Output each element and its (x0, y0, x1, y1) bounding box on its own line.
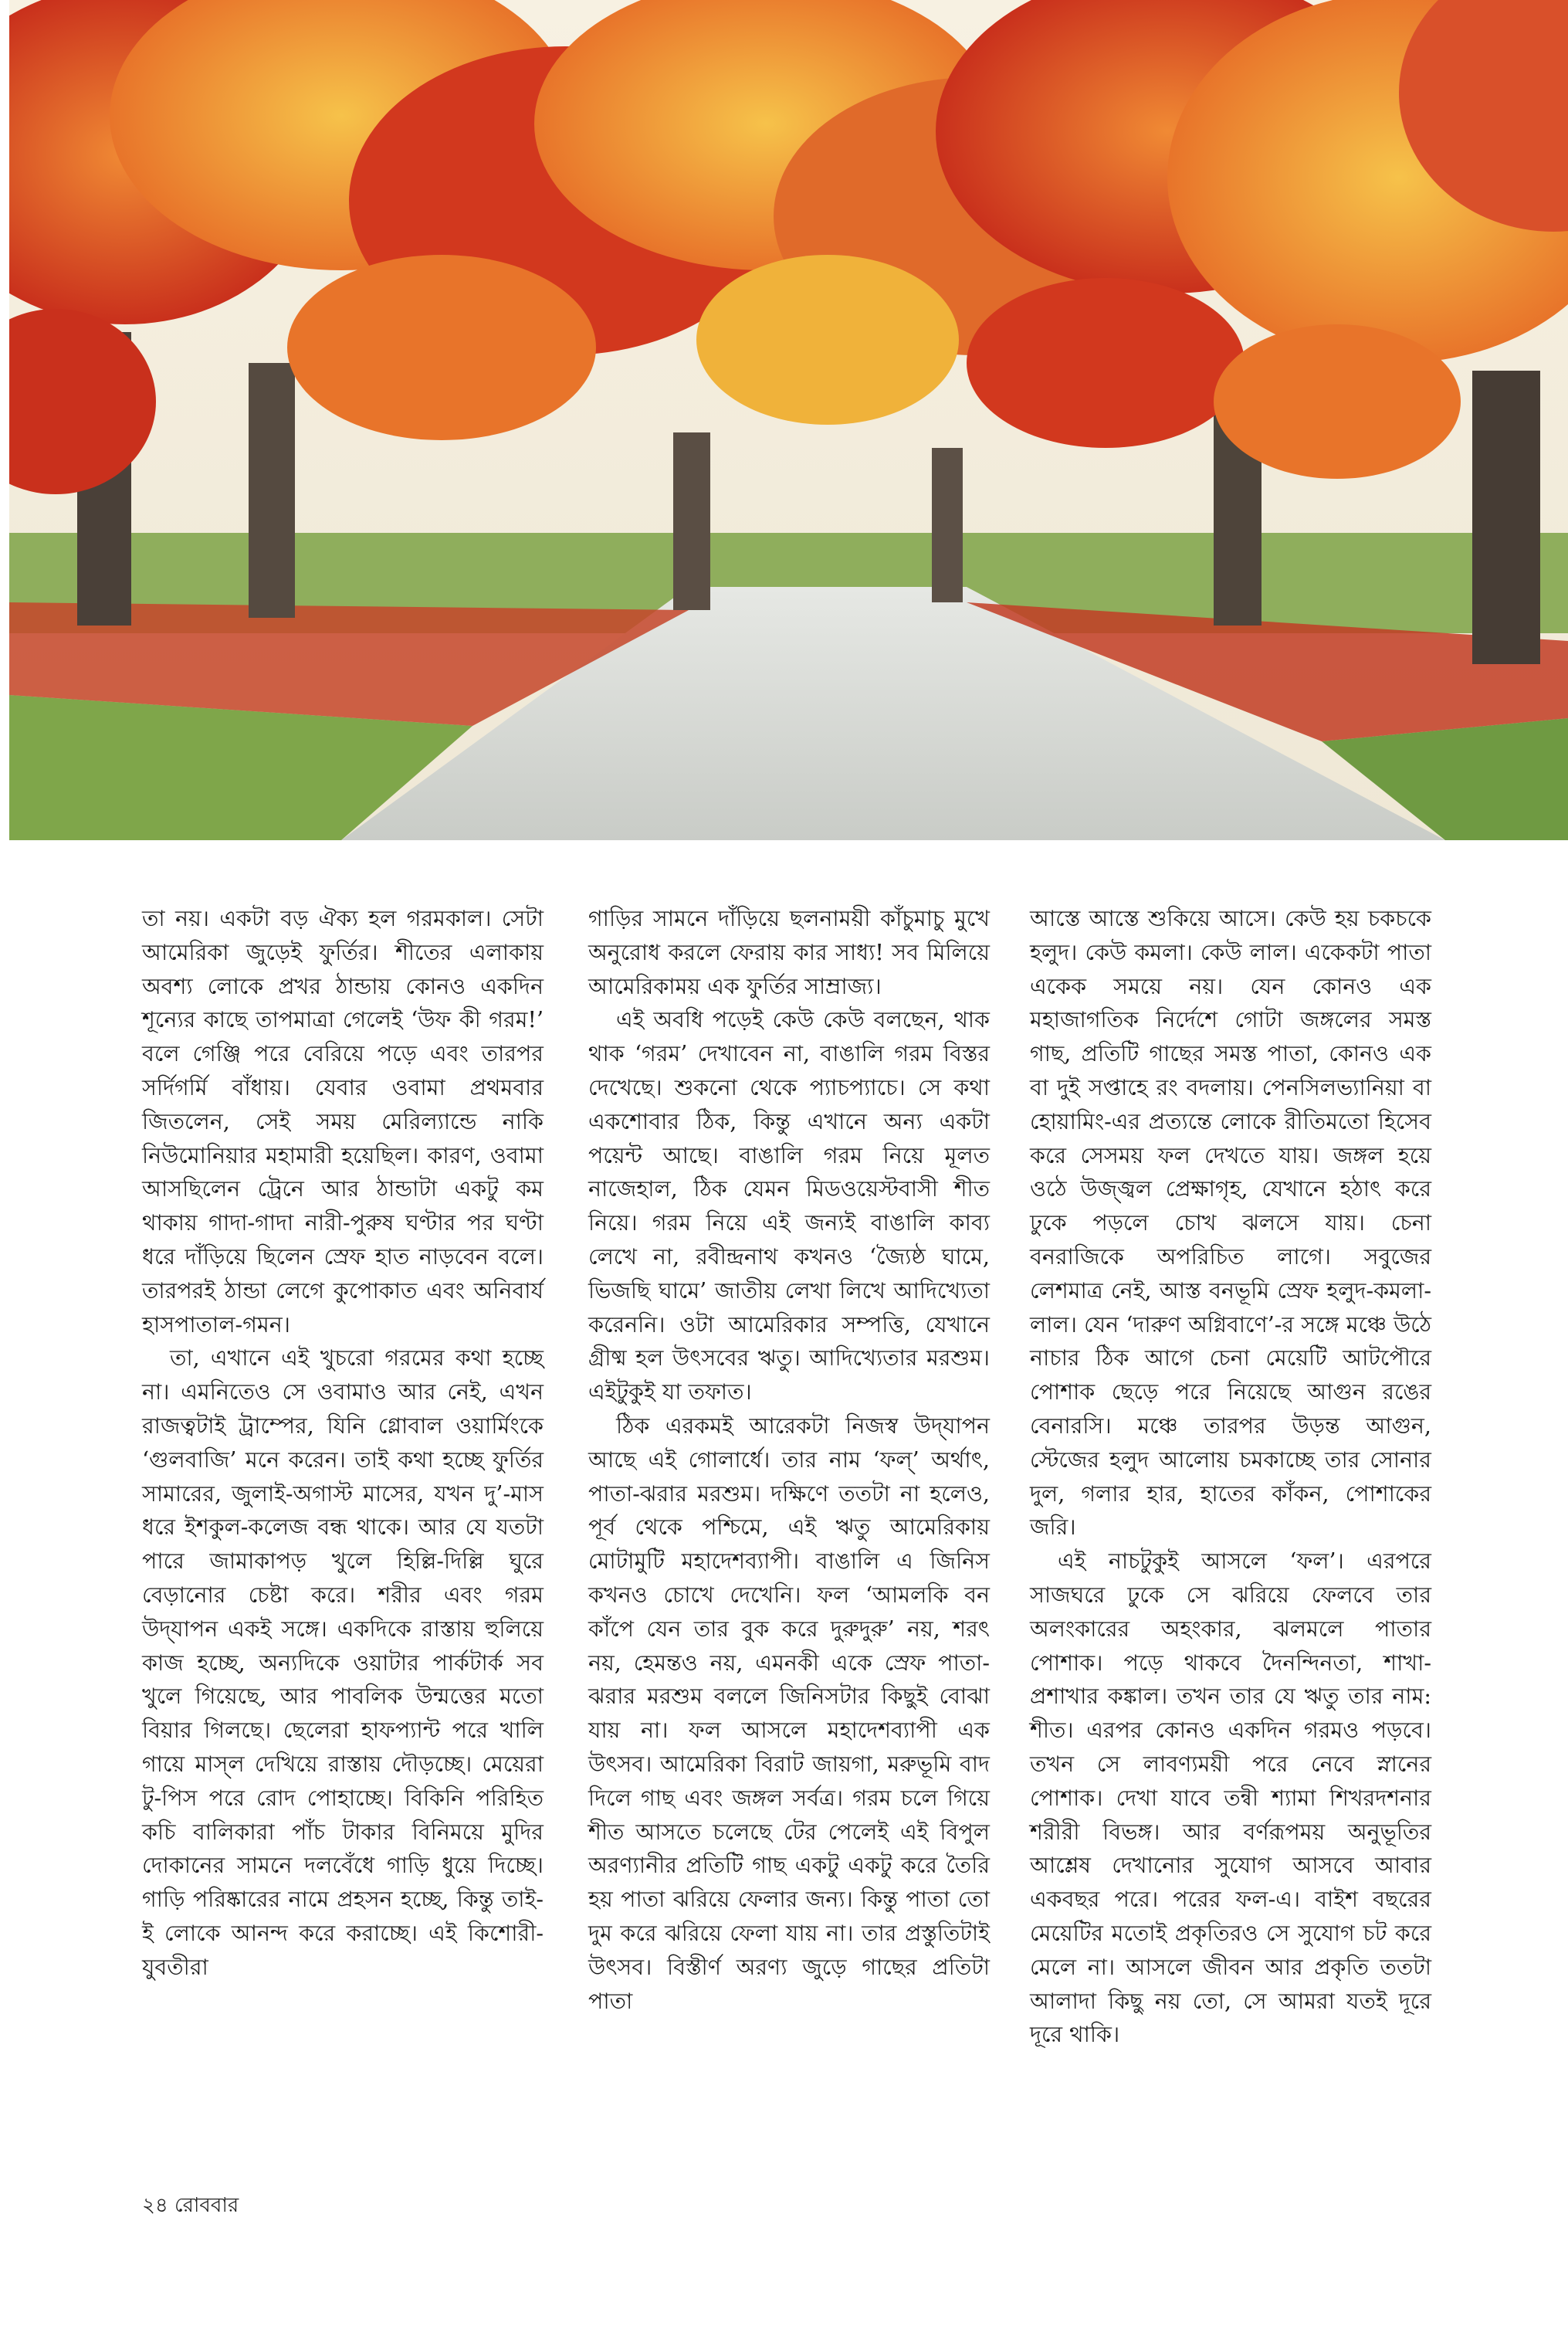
paragraph: এই অবধি পড়েই কেউ কেউ বলছেন, থাক থাক ‘গরম’ দেখাবেন না, বাঙালি গরম বিস্তর দেখেছে। শুকনো থেকে প্যাচপ্যাচে। সে কথা একশোবার ঠিক, কিন্তু এখানে অন্য একটা পয়েন্ট আছে। বাঙালি গরম নিয়ে মূলত নাজেহাল, ঠিক যেমন মিডওয়েস্টবাসী শীত নিয়ে। গরম নিয়ে এই জন্যই বাঙালি কাব্য লেখে না, রবীন্দ্রনাথ কখনও ‘জ্যৈষ্ঠ ঘামে, ভিজছি ঘামে’ জাতীয় লেখা লিখে আদিখ্যেতা করেননি। ওটা আমেরিকার সম্পত্তি, যেখানে গ্রীষ্ম হল উৎসবের ঋতু। আদিখ্যেতার মরশুম। এইটুকুই যা তফাত। (588, 1007, 990, 1405)
article-column-2 (588, 902, 990, 2018)
article-column-3 (1030, 902, 1431, 2052)
publication-name: রোববার (174, 2194, 239, 2217)
paragraph: তা নয়। একটা বড় ঐক্য হল গরমকাল। সেটা আমেরিকা জুড়েই ফুর্তির। শীতের এলাকায় অবশ্য লোকে প্রখর ঠান্ডায় কোনও একদিন শূন্যের কাছে তাপমাত্রা গেলেই ‘উফ কী গরম!’ বলে গেঞ্জি পরে বেরিয়ে পড়ে এবং তারপর সর্দিগর্মি বাঁধায়। যেবার ওবামা প্রথমবার জিতলেন, সেই সময় মেরিল্যান্ডে নাকি নিউমোনিয়ার মহামারী হয়েছিল। কারণ, ওবামা আসছিলেন ট্রেনে আর ঠান্ডাটা একটু কম থাকায় গাদা-গাদা নারী-পুরুষ ঘণ্টার পর ঘণ্টা ধরে দাঁড়িয়ে ছিলেন স্রেফ হাত নাড়বেন বলে। তারপরই ঠান্ডা লেগে কুপোকাত এবং অনিবার্য হাসপাতাল-গমন। (142, 906, 544, 1338)
paragraph: তা, এখানে এই খুচরো গরমের কথা হচ্ছে না। এমনিতেও সে ওবামাও আর নেই, এখন রাজত্বটাই ট্রাম্পের, যিনি গ্লোবাল ওয়ার্মিংকে ‘গুলবাজি’ মনে করেন। তাই কথা হচ্ছে ফুর্তির সামারের, জুলাই-অগাস্ট মাসের, যখন দু’-মাস ধরে ইশকুল-কলেজ বন্ধ থাকে। আর যে যতটা পারে জামাকাপড় খুলে হিল্লি-দিল্লি ঘুরে বেড়ানোর চেষ্টা করে। শরীর এবং গরম উদ্‌যাপন একই সঙ্গে। একদিকে রাস্তায় হুলিয়ে কাজ হচ্ছে, অন্যদিকে ওয়াটার পার্কটার্ক সব খুলে গিয়েছে, আর পাবলিক উন্মত্তের মতো বিয়ার গিলছে। ছেলেরা হাফপ্যান্ট পরে খালি গায়ে মাস্‌ল দেখিয়ে রাস্তায় দৌড়চ্ছে। মেয়েরা টু-পিস পরে রোদ পোহাচ্ছে। বিকিনি পরিহিত কচি বালিকারা পাঁচ টাকার বিনিময়ে মুদির দোকানের সামনে দলবেঁধে গাড়ি ধুয়ে দিচ্ছে। গাড়ি পরিষ্কারের নামে প্রহসন হচ্ছে, কিন্তু তাই-ই লোকে আনন্দ করে করাচ্ছে। এই কিশোরী-যুবতীরা (142, 1345, 544, 1980)
page-folio (142, 2193, 239, 2218)
paragraph: ঠিক এরকমই আরেকটা নিজস্ব উদ্‌যাপন আছে এই গোলার্ধে। তার নাম ‘ফল্’ অর্থাৎ, পাতা-ঝরার মরশুম। দক্ষিণে ততটা না হলেও, পূর্ব থেকে পশ্চিমে, এই ঋতু আমেরিকায় মোটামুটি মহাদেশব্যাপী। বাঙালি এ জিনিস কখনও চোখে দেখেনি। ফল ‘আমলকি বন কাঁপে যেন তার বুক করে দুরুদুরু’ নয়, শরৎ নয়, হেমন্তও নয়, এমনকী একে স্রেফ পাতা-ঝরার মরশুম বললে জিনিসটার কিছুই বোঝা যায় না। ফল আসলে মহাদেশব্যাপী এক উৎসব। আমেরিকা বিরাট জায়গা, মরুভূমি বাদ দিলে গাছ এবং জঙ্গল সর্বত্র। গরম চলে গিয়ে শীত আসতে চলেছে টের পেলেই এই বিপুল অরণ্যানীর প্রতিটি গাছ একটু একটু করে তৈরি হয় পাতা ঝরিয়ে ফেলার জন্য। কিন্তু পাতা তো দুম করে ঝরিয়ে ফেলা যায় না। তার প্রস্তুতিটাই উৎসব। বিস্তীর্ণ অরণ্য জুড়ে গাছের প্রতিটা পাতা (588, 1412, 990, 2014)
article-body (0, 902, 1568, 2168)
header-photo (9, 0, 1568, 840)
page-number: ২৪ (142, 2194, 168, 2217)
article-column-1 (142, 902, 544, 1985)
paragraph: আস্তে আস্তে শুকিয়ে আসে। কেউ হয় চকচকে হলুদ। কেউ কমলা। কেউ লাল। একেকটা পাতা একেক সময়ে নয়। যেন কোনও এক মহাজাগতিক নির্দেশে গোটা জঙ্গলের সমস্ত গাছ, প্রতিটি গাছের সমস্ত পাতা, কোনও এক বা দুই সপ্তাহে রং বদলায়। পেনসিলভ্যানিয়া বা হোয়ামিং-এর প্রত্যন্তে লোকে রীতিমতো হিসেব করে সেসময় ফল দেখতে যায়। জঙ্গল হয়ে ওঠে উজ্জ্বল প্রেক্ষাগৃহ, যেখানে হঠাৎ করে ঢুকে পড়লে চোখ ঝলসে যায়। চেনা বনরাজিকে অপরিচিত লাগে। সবুজের লেশমাত্র নেই, আস্ত বনভূমি স্রেফ হলুদ-কমলা-লাল। যেন ‘দারুণ অগ্নিবাণে’-র সঙ্গে মঞ্চে উঠে নাচার ঠিক আগে চেনা মেয়েটি আটপৌরে পোশাক ছেড়ে পরে নিয়েছে আগুন রঙের বেনারসি। মঞ্চে তারপর উড়ন্ত আগুন, স্টেজের হলুদ আলোয় চমকাচ্ছে তার সোনার দুল, গলার হার, হাতের কাঁকন, পোশাকের জরি। (1030, 906, 1431, 1541)
paragraph: গাড়ির সামনে দাঁড়িয়ে ছলনাময়ী কাঁচুমাচু মুখে অনুরোধ করলে ফেরায় কার সাধ্য! সব মিলিয়ে আমেরিকাময় এক ফুর্তির সাম্রাজ্য। (588, 906, 990, 999)
autumn-tree-lined-road-icon (9, 0, 1568, 840)
paragraph: এই নাচটুকুই আসলে ‘ফল’। এরপরে সাজঘরে ঢুকে সে ঝরিয়ে ফেলবে তার অলংকারের অহংকার, ঝলমলে পাতার পোশাক। পড়ে থাকবে দৈনন্দিনতা, শাখা-প্রশাখার কঙ্কাল। তখন তার যে ঋতু তার নাম: শীত। এরপর কোনও একদিন গরমও পড়বে। তখন সে লাবণ্যময়ী পরে নেবে স্নানের পোশাক। দেখা যাবে তন্বী শ্যামা শিখরদশনার শরীরী বিভঙ্গ। আর বর্ণরূপময় অনুভূতির আশ্লেষ দেখানোর সুযোগ আসবে আবার একবছর পরে। পরের ফল-এ। বাইশ বছরের মেয়েটির মতোই প্রকৃতিরও সে সুযোগ চট করে মেলে না। আসলে জীবন আর প্রকৃতি ততটা আলাদা কিছু নয় তো, সে আমরা যতই দূরে দূরে থাকি। (1030, 1548, 1431, 2048)
